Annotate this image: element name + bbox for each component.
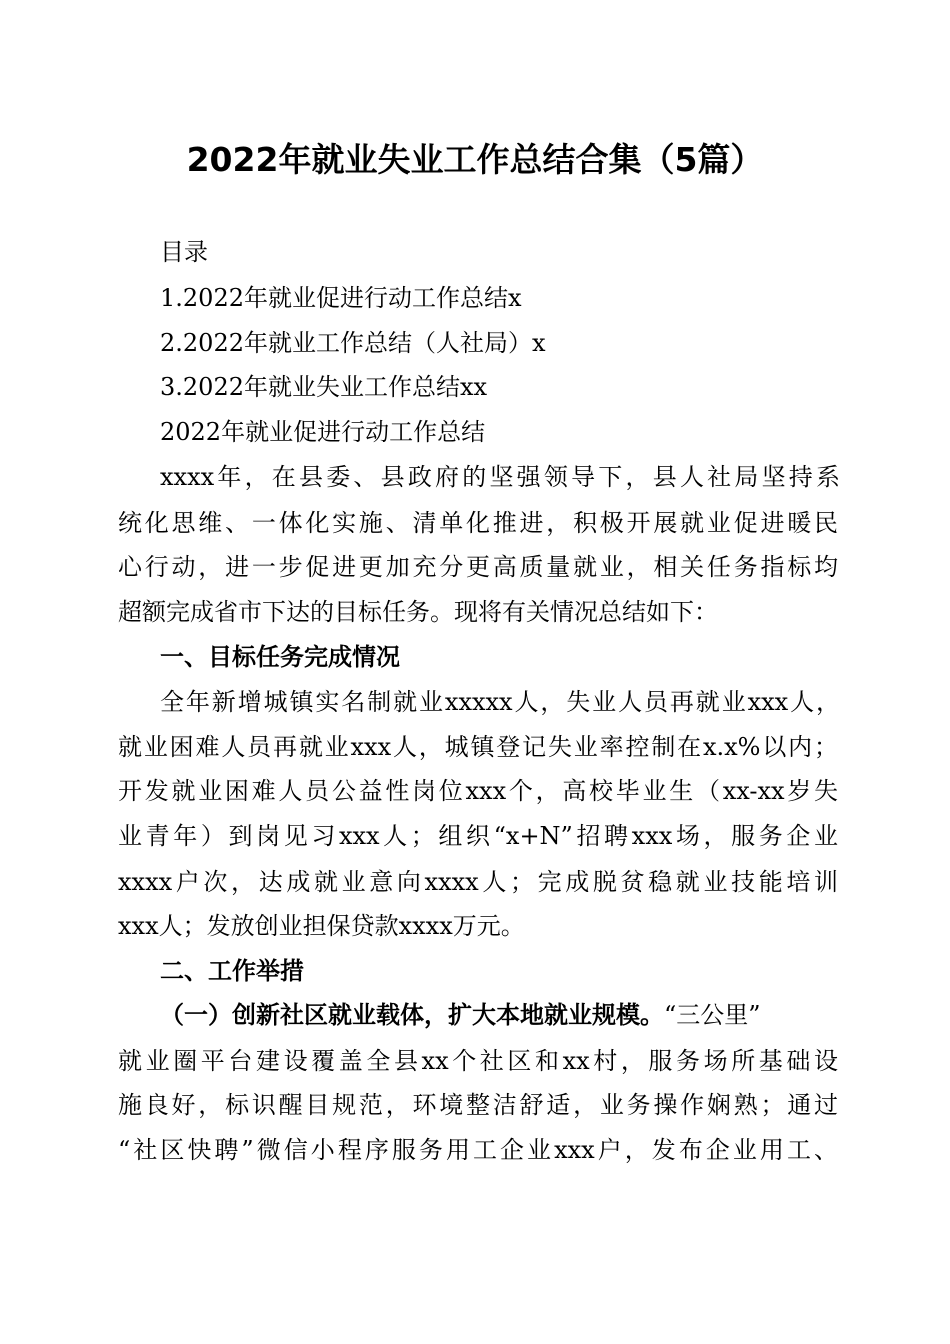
paragraph-line: 全年新增城镇实名制就业xxxxx人，失业人员再就业xxx人， [160, 688, 840, 716]
paragraph-line: xxxx年，在县委、县政府的坚强领导下，县人社局坚持系 [160, 463, 840, 491]
subsection-line [160, 998, 840, 1032]
toc-item-2: 2.2022年就业工作总结（人社局）x [160, 329, 546, 357]
paragraph-line: “社区快聘”微信小程序服务用工企业xxx户，发布企业用工、 [118, 1136, 838, 1164]
paragraph-line: xxx人；发放创业担保贷款xxxx万元。 [118, 912, 525, 940]
paragraph-line: xxxx户次，达成就业意向xxxx人；完成脱贫稳就业技能培训 [118, 868, 838, 896]
section-heading-1: 一、目标任务完成情况 [160, 643, 400, 671]
paragraph-line: 就业圈平台建设覆盖全县xx个社区和xx村，服务场所基础设 [118, 1047, 838, 1075]
document-title: 2022年就业失业工作总结合集（5篇） [186, 140, 764, 179]
paragraph-line: 心行动，进一步促进更加充分更高质量就业，相关任务指标均 [118, 553, 838, 581]
article-title: 2022年就业促进行动工作总结 [160, 418, 486, 446]
toc-item-1: 1.2022年就业促进行动工作总结x [160, 284, 522, 312]
paragraph-line: 统化思维、一体化实施、清单化推进，积极开展就业促进暖民 [118, 509, 838, 537]
section-heading-2: 二、工作举措 [160, 957, 304, 985]
subsection-heading-1: （一）创新社区就业载体，扩大本地就业规模。 [160, 1000, 664, 1029]
subsection-text: “三公里” [664, 1001, 761, 1029]
paragraph-line: 业青年）到岗见习xxx人；组织“x+N”招聘xxx场，服务企业 [118, 822, 838, 850]
paragraph-line: 超额完成省市下达的目标任务。现将有关情况总结如下： [118, 598, 718, 626]
toc-label: 目录 [160, 238, 208, 266]
paragraph-line: 就业困难人员再就业xxx人，城镇登记失业率控制在x.x%以内； [118, 733, 838, 761]
paragraph-line: 开发就业困难人员公益性岗位xxx个，高校毕业生（xx-xx岁失 [118, 777, 838, 805]
paragraph-line: 施良好，标识醒目规范，环境整洁舒适，业务操作娴熟；通过 [118, 1091, 838, 1119]
toc-item-3: 3.2022年就业失业工作总结xx [160, 373, 488, 401]
